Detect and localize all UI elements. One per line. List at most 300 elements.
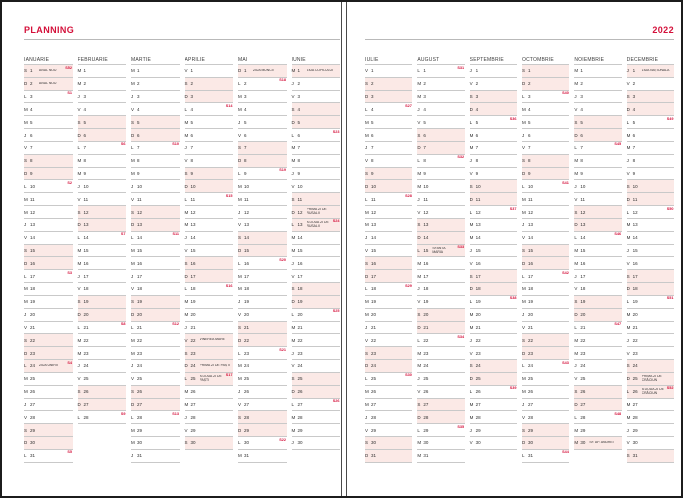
week-number: S35 <box>457 424 465 429</box>
day-row <box>365 206 412 219</box>
day-number: 16 <box>632 260 638 266</box>
weekday-letter: S <box>574 209 578 215</box>
day-number: 25 <box>475 376 481 382</box>
weekday-letter: L <box>291 401 295 407</box>
day-number: 25 <box>244 376 250 382</box>
day-number: 19 <box>137 299 143 305</box>
day-row <box>185 116 234 129</box>
day-row <box>78 360 127 373</box>
day-row <box>574 245 621 258</box>
day-row <box>238 450 287 463</box>
day-row <box>238 373 287 386</box>
day-row <box>292 142 341 155</box>
day-number: 14 <box>527 235 533 241</box>
day-number: 1 <box>190 68 194 74</box>
weekday-letter: S <box>521 427 525 433</box>
day-number: 1 <box>475 68 479 74</box>
weekday-letter: L <box>131 324 134 330</box>
day-row <box>522 296 569 309</box>
weekday-letter: L <box>521 453 525 459</box>
day-number: 23 <box>137 350 143 356</box>
day-number: 1 <box>580 68 583 74</box>
day-number: 14 <box>190 235 196 241</box>
day-number: 12 <box>190 209 196 215</box>
weekday-letter: M <box>131 260 135 266</box>
day-row <box>365 232 412 245</box>
day-row <box>522 399 569 412</box>
day-number: 7 <box>423 145 426 151</box>
month-name: OCTOMBRIE <box>522 54 569 65</box>
weekday-letter: D <box>417 235 421 241</box>
weekday-letter: L <box>574 235 577 241</box>
weekday-letter: V <box>184 427 188 433</box>
day-row <box>365 322 412 335</box>
day-number: 29 <box>371 427 377 433</box>
day-number: 21 <box>30 324 36 330</box>
day-number: 31 <box>244 453 250 459</box>
weekday-letter: J <box>521 312 525 318</box>
weekday-letter: S <box>238 414 242 420</box>
holiday-label: PRIMA ZI DE PAȘTI <box>199 364 231 368</box>
day-number: 30 <box>527 440 533 446</box>
weekday-letter: M <box>184 222 189 228</box>
weekday-letter: D <box>365 183 369 189</box>
weekday-letter: J <box>574 273 577 279</box>
day-number: 8 <box>30 158 33 164</box>
day-number: 30 <box>475 440 481 446</box>
day-row <box>417 347 464 360</box>
day-number: 2 <box>475 81 479 87</box>
day-number: 5 <box>580 119 583 125</box>
day-number: 7 <box>371 145 374 151</box>
day-number: 11 <box>527 196 533 202</box>
weekday-letter: D <box>184 363 188 369</box>
weekday-letter: S <box>626 94 630 100</box>
weekday-letter: V <box>184 158 188 164</box>
day-row <box>417 168 464 181</box>
day-row <box>24 386 73 399</box>
week-number: S5 <box>67 450 72 455</box>
day-number: 11 <box>297 196 303 202</box>
weekday-letter: V <box>417 209 421 215</box>
weekday-letter: M <box>24 389 28 395</box>
day-row <box>292 309 341 322</box>
day-row <box>24 180 73 193</box>
day-number: 28 <box>297 414 303 420</box>
weekday-letter: M <box>24 299 28 305</box>
weekday-letter: M <box>77 81 82 87</box>
weekday-letter: D <box>77 132 81 138</box>
day-row <box>574 411 621 424</box>
weekday-letter: J <box>291 171 294 177</box>
weekday-letter: L <box>131 414 134 420</box>
weekday-letter: D <box>291 119 295 125</box>
day-number: 7 <box>527 145 531 151</box>
day-row <box>574 155 621 168</box>
day-number: 18 <box>632 286 638 292</box>
weekday-letter: D <box>365 363 369 369</box>
week-number: S37 <box>509 206 517 211</box>
day-number: 26 <box>475 389 481 395</box>
weekday-letter: L <box>131 145 134 151</box>
week-number: S34 <box>457 334 465 339</box>
day-number: 14 <box>83 235 89 241</box>
day-row <box>574 168 621 181</box>
weekday-letter: J <box>626 427 629 433</box>
day-number: 19 <box>244 299 250 305</box>
day-number: 30 <box>371 440 377 446</box>
weekday-letter: V <box>291 363 295 369</box>
weekday-letter: M <box>574 260 579 266</box>
day-number: 5 <box>83 119 87 125</box>
page-right <box>365 26 674 490</box>
day-row <box>238 206 287 219</box>
day-number: 10 <box>244 183 250 189</box>
day-number: 8 <box>632 158 636 164</box>
day-number: 16 <box>137 260 143 266</box>
day-number: 24 <box>190 363 196 369</box>
day-row <box>24 309 73 322</box>
weekday-letter: J <box>574 183 577 189</box>
weekday-letter: J <box>238 119 241 125</box>
weekday-letter: M <box>131 81 135 87</box>
day-number: 13 <box>527 222 533 228</box>
day-row <box>185 155 234 168</box>
day-row <box>292 232 341 245</box>
weekday-letter: J <box>469 158 472 164</box>
day-number: 9 <box>580 171 583 177</box>
day-number: 16 <box>475 260 481 266</box>
month-column <box>470 54 517 463</box>
weekday-letter: D <box>574 132 578 138</box>
weekday-letter: M <box>626 145 631 151</box>
day-number: 8 <box>190 158 194 164</box>
day-number: 21 <box>371 324 377 330</box>
day-row <box>78 193 127 206</box>
day-row <box>24 65 73 78</box>
day-number: 2 <box>580 81 583 87</box>
day-row <box>522 309 569 322</box>
weekday-letter: M <box>469 401 474 407</box>
weekday-letter: D <box>291 209 295 215</box>
day-number: 26 <box>632 389 638 395</box>
week-number: S22 <box>279 437 286 442</box>
day-row <box>417 334 464 347</box>
day-row <box>238 309 287 322</box>
day-row <box>185 206 234 219</box>
day-number: 5 <box>632 119 636 125</box>
day-row <box>470 322 517 335</box>
weekday-letter: S <box>24 158 28 164</box>
weekday-letter: S <box>184 350 188 356</box>
day-number: 2 <box>190 81 194 87</box>
day-number: 24 <box>423 363 429 369</box>
day-row <box>574 386 621 399</box>
day-row <box>470 309 517 322</box>
day-row <box>365 103 412 116</box>
weekday-letter: M <box>184 119 189 125</box>
weekday-letter: D <box>417 145 421 151</box>
day-number: 29 <box>190 427 196 433</box>
day-number: 11 <box>190 196 196 202</box>
week-number: S44 <box>562 450 569 455</box>
day-row <box>24 78 73 91</box>
day-row <box>574 180 621 193</box>
day-number: 9 <box>632 171 636 177</box>
weekday-letter: M <box>291 324 296 330</box>
day-number: 29 <box>297 427 303 433</box>
day-number: 20 <box>371 312 377 318</box>
day-row <box>292 219 341 232</box>
day-number: 10 <box>297 183 303 189</box>
weekday-letter: M <box>626 312 631 318</box>
weekday-letter: V <box>365 337 369 343</box>
weekday-letter: M <box>574 440 579 446</box>
day-number: 28 <box>244 414 250 420</box>
weekday-letter: D <box>238 158 242 164</box>
weekday-letter: D <box>184 183 188 189</box>
day-row <box>238 245 287 258</box>
weekday-letter: L <box>184 376 188 382</box>
day-number: 21 <box>83 324 89 330</box>
day-row <box>131 296 180 309</box>
day-number: 3 <box>30 94 33 100</box>
day-row <box>78 129 127 142</box>
day-number: 30 <box>244 440 250 446</box>
day-row <box>417 399 464 412</box>
week-number: S30 <box>405 373 412 378</box>
day-number: 9 <box>190 171 194 177</box>
day-row <box>470 168 517 181</box>
day-number: 8 <box>475 158 479 164</box>
weekday-letter: D <box>521 260 526 266</box>
weekday-letter: V <box>77 376 81 382</box>
day-row <box>574 91 621 104</box>
day-row <box>238 437 287 450</box>
day-row <box>131 193 180 206</box>
day-number: 9 <box>527 171 531 177</box>
weekday-letter: S <box>131 209 135 215</box>
weekday-letter: L <box>574 324 577 330</box>
day-row <box>78 411 127 424</box>
day-row <box>24 155 73 168</box>
weekday-letter: J <box>626 337 629 343</box>
day-row <box>238 193 287 206</box>
day-row <box>574 65 621 78</box>
day-number: 29 <box>137 427 143 433</box>
week-number: S1 <box>67 91 72 96</box>
day-row <box>417 180 464 193</box>
weekday-letter: L <box>291 222 295 228</box>
day-row <box>185 424 234 437</box>
day-row <box>627 424 674 437</box>
day-number: 27 <box>244 401 250 407</box>
weekday-letter: J <box>469 68 472 74</box>
week-number: S50 <box>666 206 674 211</box>
weekday-letter: L <box>184 286 188 292</box>
day-number: 26 <box>527 389 533 395</box>
day-row <box>238 399 287 412</box>
day-number: 18 <box>423 286 429 292</box>
day-number: 18 <box>30 286 36 292</box>
day-row <box>131 78 180 91</box>
weekday-letter: S <box>291 376 295 382</box>
week-number: S17 <box>225 373 233 378</box>
day-row <box>185 65 234 78</box>
day-number: 25 <box>527 376 533 382</box>
day-row <box>292 283 341 296</box>
day-number: 26 <box>580 389 586 395</box>
day-row <box>131 424 180 437</box>
weekday-letter: J <box>291 81 294 87</box>
week-number: S11 <box>172 232 179 237</box>
day-row <box>365 180 412 193</box>
weekday-letter: V <box>417 119 421 125</box>
day-row <box>131 91 180 104</box>
day-number: 3 <box>423 94 426 100</box>
day-row <box>627 168 674 181</box>
day-number: 23 <box>580 350 586 356</box>
day-number: 15 <box>475 248 481 253</box>
day-row <box>627 399 674 412</box>
weekday-letter: V <box>626 260 630 266</box>
weekday-letter: J <box>184 145 187 151</box>
day-number: 30 <box>297 440 303 446</box>
day-row <box>131 411 180 424</box>
day-row <box>417 103 464 116</box>
day-number: 25 <box>632 376 638 382</box>
day-row <box>185 296 234 309</box>
day-number: 2 <box>83 81 87 87</box>
day-number: 1 <box>423 68 426 74</box>
week-number: S23 <box>332 129 340 134</box>
day-row <box>292 103 341 116</box>
day-number: 19 <box>475 299 481 305</box>
weekday-letter: M <box>131 337 135 343</box>
week-number: S32 <box>457 155 465 160</box>
day-number: 15 <box>371 248 377 253</box>
weekday-letter: J <box>77 94 80 100</box>
day-row <box>627 347 674 360</box>
weekday-letter: V <box>417 299 421 305</box>
weekday-letter: V <box>574 286 578 292</box>
day-row <box>292 65 341 78</box>
day-row <box>627 373 674 386</box>
day-row <box>417 373 464 386</box>
weekday-letter: L <box>469 209 473 215</box>
day-row <box>78 65 127 78</box>
week-number: S46 <box>614 232 622 237</box>
day-number: 11 <box>137 196 142 202</box>
weekday-letter: L <box>365 196 368 202</box>
day-row <box>365 245 412 258</box>
day-row <box>574 296 621 309</box>
day-row <box>417 155 464 168</box>
day-number: 12 <box>475 209 481 215</box>
day-number: 24 <box>244 363 250 369</box>
weekday-letter: M <box>521 209 526 215</box>
day-row <box>292 399 341 412</box>
weekday-letter: J <box>291 260 294 266</box>
day-number: 4 <box>244 106 247 112</box>
day-number: 5 <box>297 119 301 125</box>
day-number: 24 <box>30 363 36 369</box>
weekday-letter: J <box>184 235 187 241</box>
day-number: 7 <box>297 145 301 151</box>
weekday-letter: L <box>77 414 81 420</box>
day-number: 29 <box>632 427 638 433</box>
day-number: 21 <box>632 324 638 330</box>
day-row <box>24 424 73 437</box>
weekday-letter: M <box>417 440 422 446</box>
day-row <box>238 129 287 142</box>
month-column <box>522 54 569 463</box>
weekday-letter: S <box>626 453 630 459</box>
day-number: 29 <box>423 427 429 433</box>
header-rule-left <box>24 39 340 40</box>
day-number: 29 <box>244 427 250 433</box>
weekday-letter: J <box>291 440 294 446</box>
weekday-letter: M <box>521 119 526 125</box>
weekday-letter: V <box>131 196 135 202</box>
day-row <box>185 373 234 386</box>
weekday-letter: S <box>24 248 28 253</box>
day-number: 1 <box>527 68 531 74</box>
day-row <box>24 360 73 373</box>
day-number: 2 <box>527 81 531 87</box>
weekday-letter: M <box>291 235 296 241</box>
weekday-letter: V <box>365 427 369 433</box>
weekday-letter: D <box>77 312 81 318</box>
weekday-letter: M <box>469 145 474 151</box>
weekday-letter: M <box>291 158 296 164</box>
day-row <box>238 334 287 347</box>
day-number: 28 <box>371 414 377 420</box>
day-number: 13 <box>371 222 377 228</box>
day-number: 21 <box>580 324 586 330</box>
day-row <box>522 245 569 258</box>
day-number: 17 <box>244 273 250 279</box>
weekday-letter: M <box>184 132 189 138</box>
weekday-letter: L <box>469 119 473 125</box>
day-number: 1 <box>371 68 374 74</box>
day-number: 20 <box>475 312 481 318</box>
day-number: 17 <box>423 273 429 279</box>
day-row <box>627 129 674 142</box>
day-row <box>522 373 569 386</box>
weekday-letter: M <box>417 453 422 459</box>
weekday-letter: V <box>365 248 369 253</box>
day-row <box>522 347 569 360</box>
holiday-label: PRIMA ZI DE RUSALII <box>306 208 327 216</box>
weekday-letter: M <box>24 376 28 382</box>
day-row <box>185 142 234 155</box>
weekday-letter: S <box>365 350 369 356</box>
weekday-letter: S <box>574 389 578 395</box>
day-number: 13 <box>632 222 638 228</box>
month-name: NOIEMBRIE <box>574 54 621 65</box>
day-number: 18 <box>244 286 250 292</box>
day-number: 2 <box>244 81 247 87</box>
weekday-letter: M <box>131 158 135 164</box>
day-row <box>470 219 517 232</box>
day-number: 22 <box>190 337 196 343</box>
day-number: 23 <box>190 350 196 356</box>
weekday-letter: M <box>184 299 189 305</box>
weekday-letter: V <box>184 68 188 74</box>
day-row <box>522 155 569 168</box>
day-row <box>24 103 73 116</box>
